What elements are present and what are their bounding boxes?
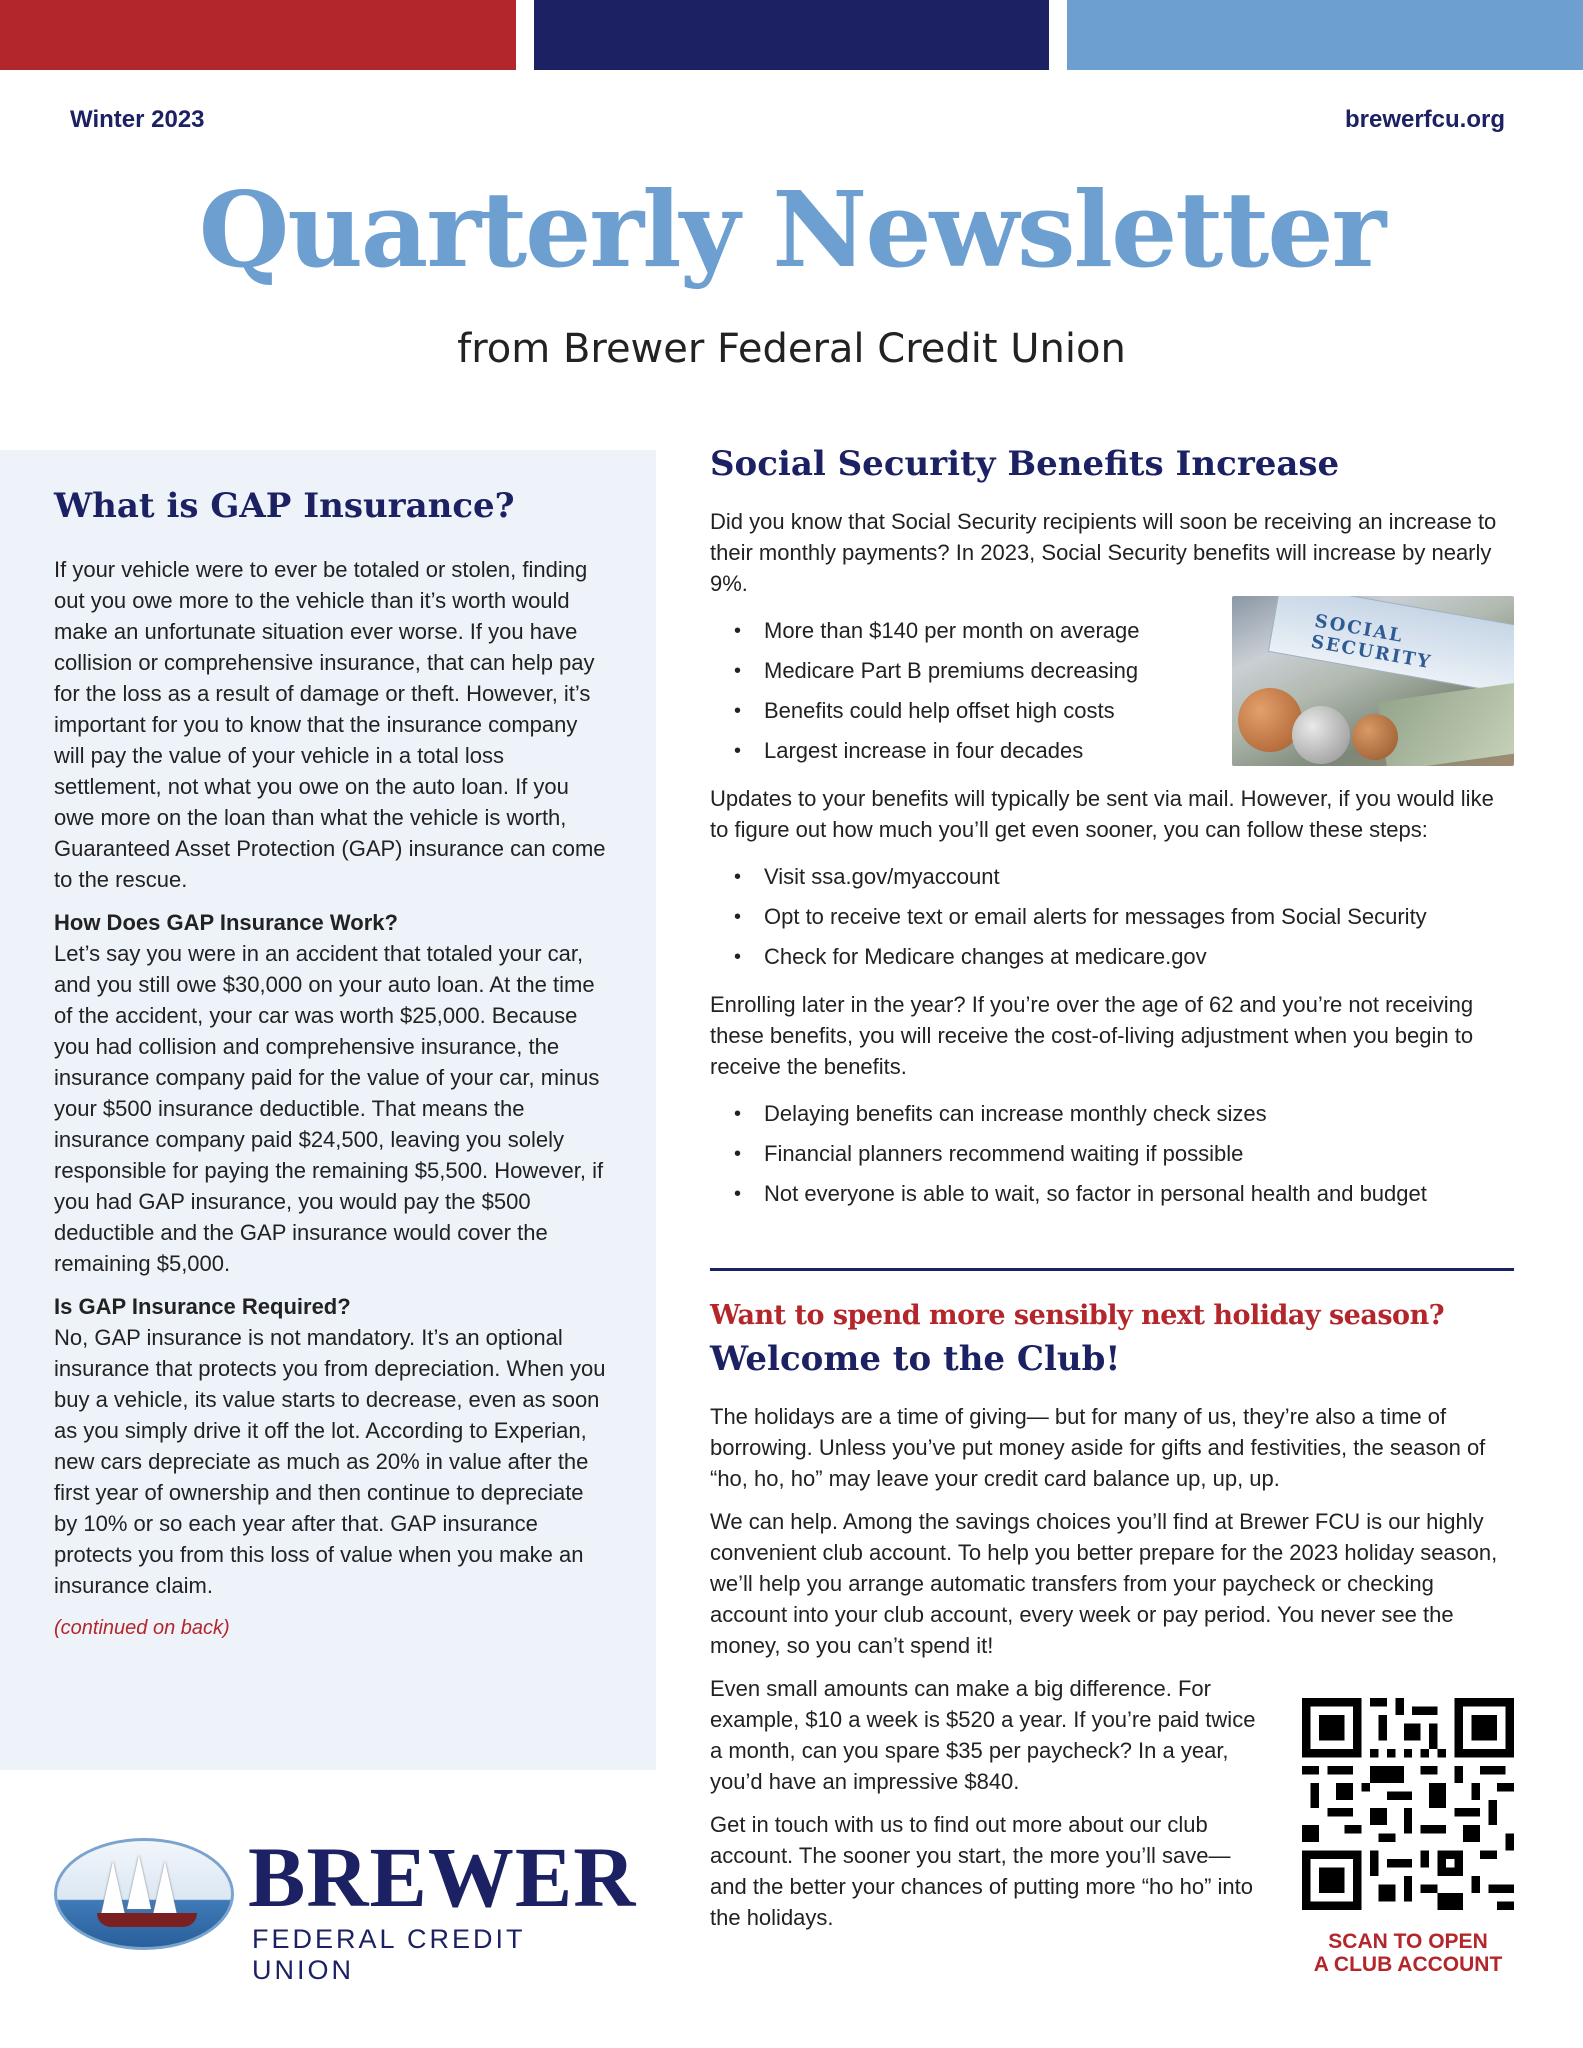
section-divider — [710, 1268, 1514, 1271]
top-bar-blue — [1067, 0, 1583, 70]
gap-heading: What is GAP Insurance? — [54, 486, 515, 526]
website-link[interactable]: brewerfcu.org — [1344, 106, 1505, 133]
gap-how-text: Let’s say you were in an accident that totaled your car, and you still owe $30,000 on your auto loan. At the time of the accident, your car was worth $25,000. Because you had collision and comprehensive insurance, the insurance company paid for the value of your car, minus your $500 insurance deductible. That means the insurance company paid $24,500, leaving you solely responsible for paying the remaining $5,500. However, if you had GAP insurance, you would pay the $500 deductible and the GAP insurance would cover the remaining $5,000. — [54, 941, 604, 1276]
list-item: • More than $140 per month on average — [710, 611, 1514, 651]
club-paragraph-2: We can help. Among the savings choices you’ll find at Brewer FCU is our highly convenient club account. To help you better prepare for the 2023 holiday season, we’ll help you arrange automatic transfers from your paycheck or checking account into your club account, every week or pay period. You never see the money, so you can’t spend it! — [710, 1509, 1498, 1658]
brewer-fcu-logo — [54, 1829, 637, 1985]
newsletter-title: Quarterly Newsletter — [198, 168, 1385, 291]
club-kicker: Want to spend more sensibly next holiday season? — [710, 1300, 1445, 1331]
dollar-bill-image — [1378, 683, 1514, 766]
scan-caption-line-1: SCAN TO OPEN — [1328, 1930, 1488, 1953]
ss-heading: Social Security Benefits Increase — [710, 444, 1340, 484]
list-item: • Largest increase in four decades — [710, 731, 1514, 771]
list-item: • Financial planners recommend waiting if possible — [710, 1134, 1514, 1174]
gap-insurance-panel — [0, 450, 656, 1770]
club-paragraph-1: The holidays are a time of giving— but for many of us, they’re also a time of borrowing. Unless you’ve put money aside for gifts and festivities, the season of “ho, ho, ho” may leave your credit card balance up, up, up. — [710, 1404, 1486, 1491]
ss-enrolling: Enrolling later in the year? If you’re over the age of 62 and you’re not receiving these benefits, you will receive the cost-of-living adjustment when you begin to receive the benefits. — [710, 992, 1474, 1079]
list-item: • Benefits could help offset high costs — [710, 691, 1514, 731]
ss-card-image — [1268, 596, 1514, 695]
qr-code-icon[interactable] — [1302, 1698, 1514, 1910]
issue-season: Winter 2023 — [70, 106, 205, 133]
list-item: • Check for Medicare changes at medicare.gov — [710, 937, 1514, 977]
top-bar-red — [0, 0, 516, 70]
qr-code-graphic — [1302, 1698, 1514, 1910]
ss-card-text: SOCIAL SECURITY — [1309, 610, 1434, 674]
newsletter-subtitle: from Brewer Federal Credit Union — [457, 326, 1126, 372]
ss-updates: Updates to your benefits will typically be sent via mail. However, if you would like to figure out how much you’ll get even sooner, you can follow these steps: — [710, 786, 1494, 842]
list-item: • Medicare Part B premiums decreasing — [710, 651, 1514, 691]
social-security-card-photo — [1232, 596, 1514, 766]
gap-required-heading: Is GAP Insurance Required? — [54, 1294, 351, 1319]
logo-wordmark: BREWER — [248, 1829, 637, 1925]
gap-intro: If your vehicle were to ever be totaled or stolen, finding out you owe more to the vehicle than it’s worth would make an unfortunate situation ever worse. If you have collision or comprehensive insurance, that can help pay for the loss as a result of damage or theft. However, it’s important for you to know that the insurance company will pay the value of your vehicle in a total loss settlement, not what you owe on the auto loan. If you owe more on the loan than what the vehicle is worth, Guaranteed Asset Protection (GAP) insurance can come to the rescue. — [54, 557, 606, 892]
top-bar-navy — [534, 0, 1049, 70]
gap-how-heading: How Does GAP Insurance Work? — [54, 910, 398, 935]
club-paragraph-3: Even small amounts can make a big difference. For example, $10 a week is $520 a year. If you’re paid twice a month, can you spare $35 per paycheck? In a year, you’d have an impressive $840. — [710, 1676, 1256, 1794]
list-item: • Visit ssa.gov/myaccount — [710, 857, 1514, 897]
ss-bullets-2 — [710, 857, 1514, 977]
club-account-article — [710, 1300, 1514, 1976]
list-item: • Delaying benefits can increase monthly check sizes — [710, 1094, 1514, 1134]
ss-bullets-3 — [710, 1094, 1514, 1214]
scan-caption-line-2: A CLUB ACCOUNT — [1313, 1953, 1503, 1976]
logo-subtitle: FEDERAL CREDIT UNION — [252, 1924, 526, 1985]
club-paragraph-4: Get in touch with us to find out more about our club account. The sooner you start, the more you’ll save— and the better your chances of putting more “ho ho” into the holidays. — [710, 1812, 1253, 1930]
coin-image — [1352, 714, 1398, 760]
gap-required-text: No, GAP insurance is not mandatory. It’s an optional insurance that protects you from depreciation. When you buy a vehicle, its value starts to decrease, even as soon as you simply drive it off the lot. According to Experian, new cars depreciate as much as 20% in value after the first year of ownership and then continue to depreciate by 10% or so each year after that. GAP insurance protects you from this loss of value when you make an insurance claim. — [54, 1325, 606, 1598]
gap-insurance-article — [54, 486, 610, 1640]
continued-note: (continued on back) — [54, 1617, 230, 1639]
list-item: • Not everyone is able to wait, so factor in personal health and budget — [710, 1174, 1514, 1214]
social-security-article — [710, 444, 1514, 1226]
scan-caption — [1292, 1930, 1524, 1976]
coin-image — [1292, 706, 1350, 764]
club-heading: Welcome to the Club! — [710, 1339, 1121, 1379]
ss-intro: Did you know that Social Security recipients will soon be receiving an increase to their monthly payments? In 2023, Social Security benefits will increase by nearly 9%. — [710, 509, 1497, 596]
sailing-ship-icon — [54, 1838, 234, 1950]
list-item: • Opt to receive text or email alerts for messages from Social Security — [710, 897, 1514, 937]
